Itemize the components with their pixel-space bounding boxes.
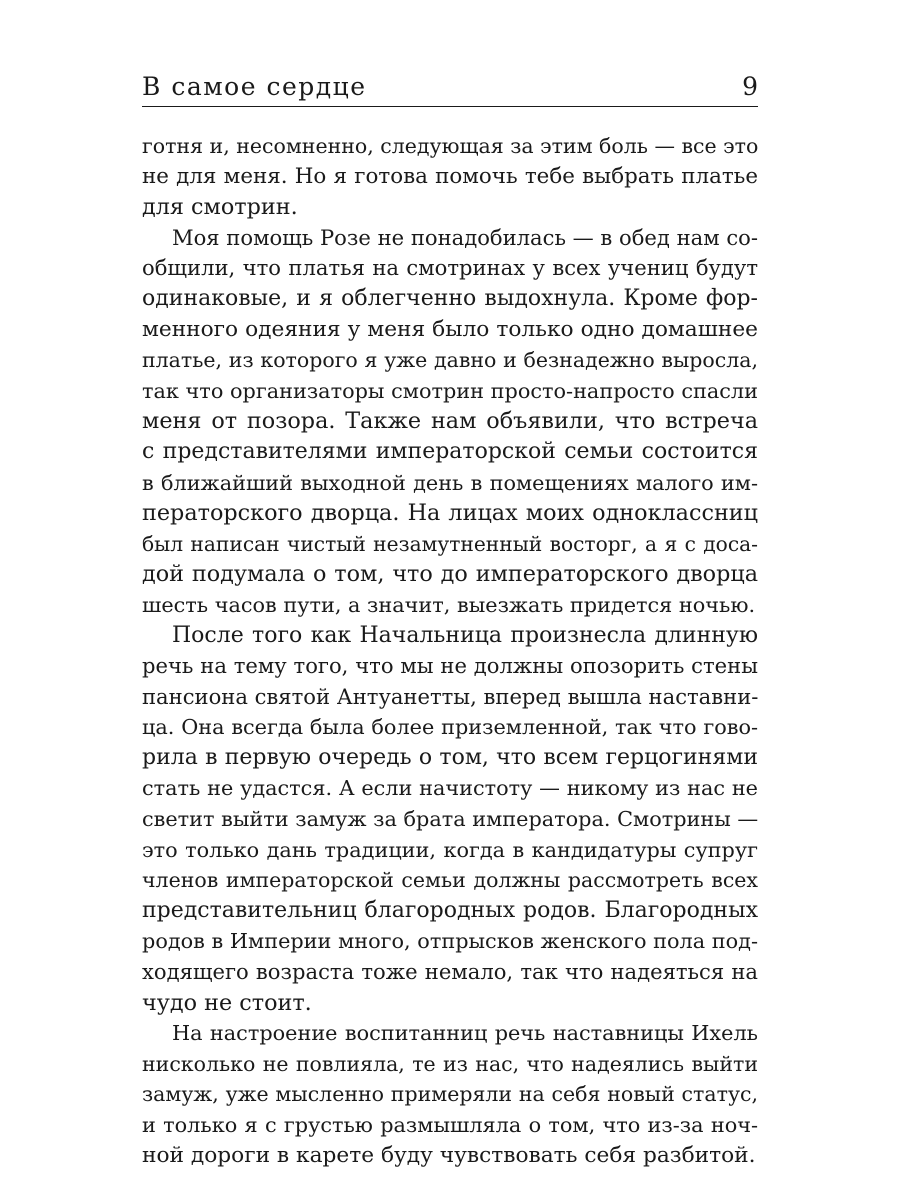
text-line: это только дань традиции, когда в кандидатуры супруг [142,837,758,862]
text-line: дой подумала о том, что до императорского дворца [142,561,758,588]
text-line: рила в первую очередь о том, что всем герцогинями [142,744,758,770]
text-line: не для меня. Но я готова помочь тебе выбрать платье [142,163,758,189]
text-line: меня от позора. Также нам объявили, что встреча [142,408,758,435]
text-line: ператорского дворца. На лицах моих одноклассниц [142,500,758,527]
text-line: родов в Империи много, отпрысков женского пола под- [142,929,758,954]
text-line: ходящего возраста тоже немало, так что надеяться на [142,959,758,985]
page-number: 9 [742,72,758,101]
text-line: ца. Она всегда была более приземленной, так что гово- [142,715,758,740]
text-line: в ближайший выходной день в помещениях малого им- [142,470,758,495]
running-header [142,66,758,106]
text-line: стать не удастся. А если начистоту — никому из нас не [142,776,758,801]
text-line: ной дороги в карете буду чувствовать себя разбитой. [142,1142,756,1168]
text-line: пансиона святой Антуанетты, вперед вышла наставни- [142,683,758,709]
header-rule [142,106,758,107]
text-line: замуж, уже мысленно примеряли на себя новый статус, [142,1082,758,1107]
text-line: членов императорской семьи должны рассмотреть всех [142,868,758,893]
text-line: светит выйти замуж за брата императора. Смотрины — [142,807,758,832]
text-line: чудо не стоит. [142,989,312,1016]
text-line: платье, из которого я уже давно и безнадежно выросла, [142,348,758,373]
text-line: нисколько не повлияла, те из нас, что надеялись выйти [142,1051,758,1076]
text-line: общили, что платья на смотринах у всех учениц будут [142,255,758,281]
text-line: для смотрин. [142,194,298,221]
text-line: одинаковые, и я облегченно выдохнула. Кроме фор- [142,285,758,311]
text-line: готня и, несомненно, следующая за этим боль — все это [142,134,758,158]
text-line: представительниц благородных родов. Благородных [142,897,758,923]
running-title: В самое сердце [142,72,367,101]
text-line: шесть часов пути, а значит, выезжать придется ночью. [142,592,756,617]
text-line: На настроение воспитанниц речь наставницы Ихель [172,1021,758,1046]
text-line: и только я с грустью размышляла о том, что из-за ноч- [142,1113,758,1137]
text-line: был написан чистый незамутненный восторг, а я с доса- [142,531,758,556]
text-line: с представителями императорской семьи состоится [142,438,758,464]
text-line: так что организаторы смотрин просто-напросто спасли [142,378,758,403]
body-text [142,131,758,1171]
text-line: речь на тему того, что мы не должны опозорить стены [142,653,758,679]
text-line: менного одеяния у меня было только одно домашнее [142,316,758,342]
text-line: После того как Начальница произнесла длинную [172,622,758,648]
text-line: Моя помощь Розе не понадобилась — в обед нам со- [172,224,758,250]
